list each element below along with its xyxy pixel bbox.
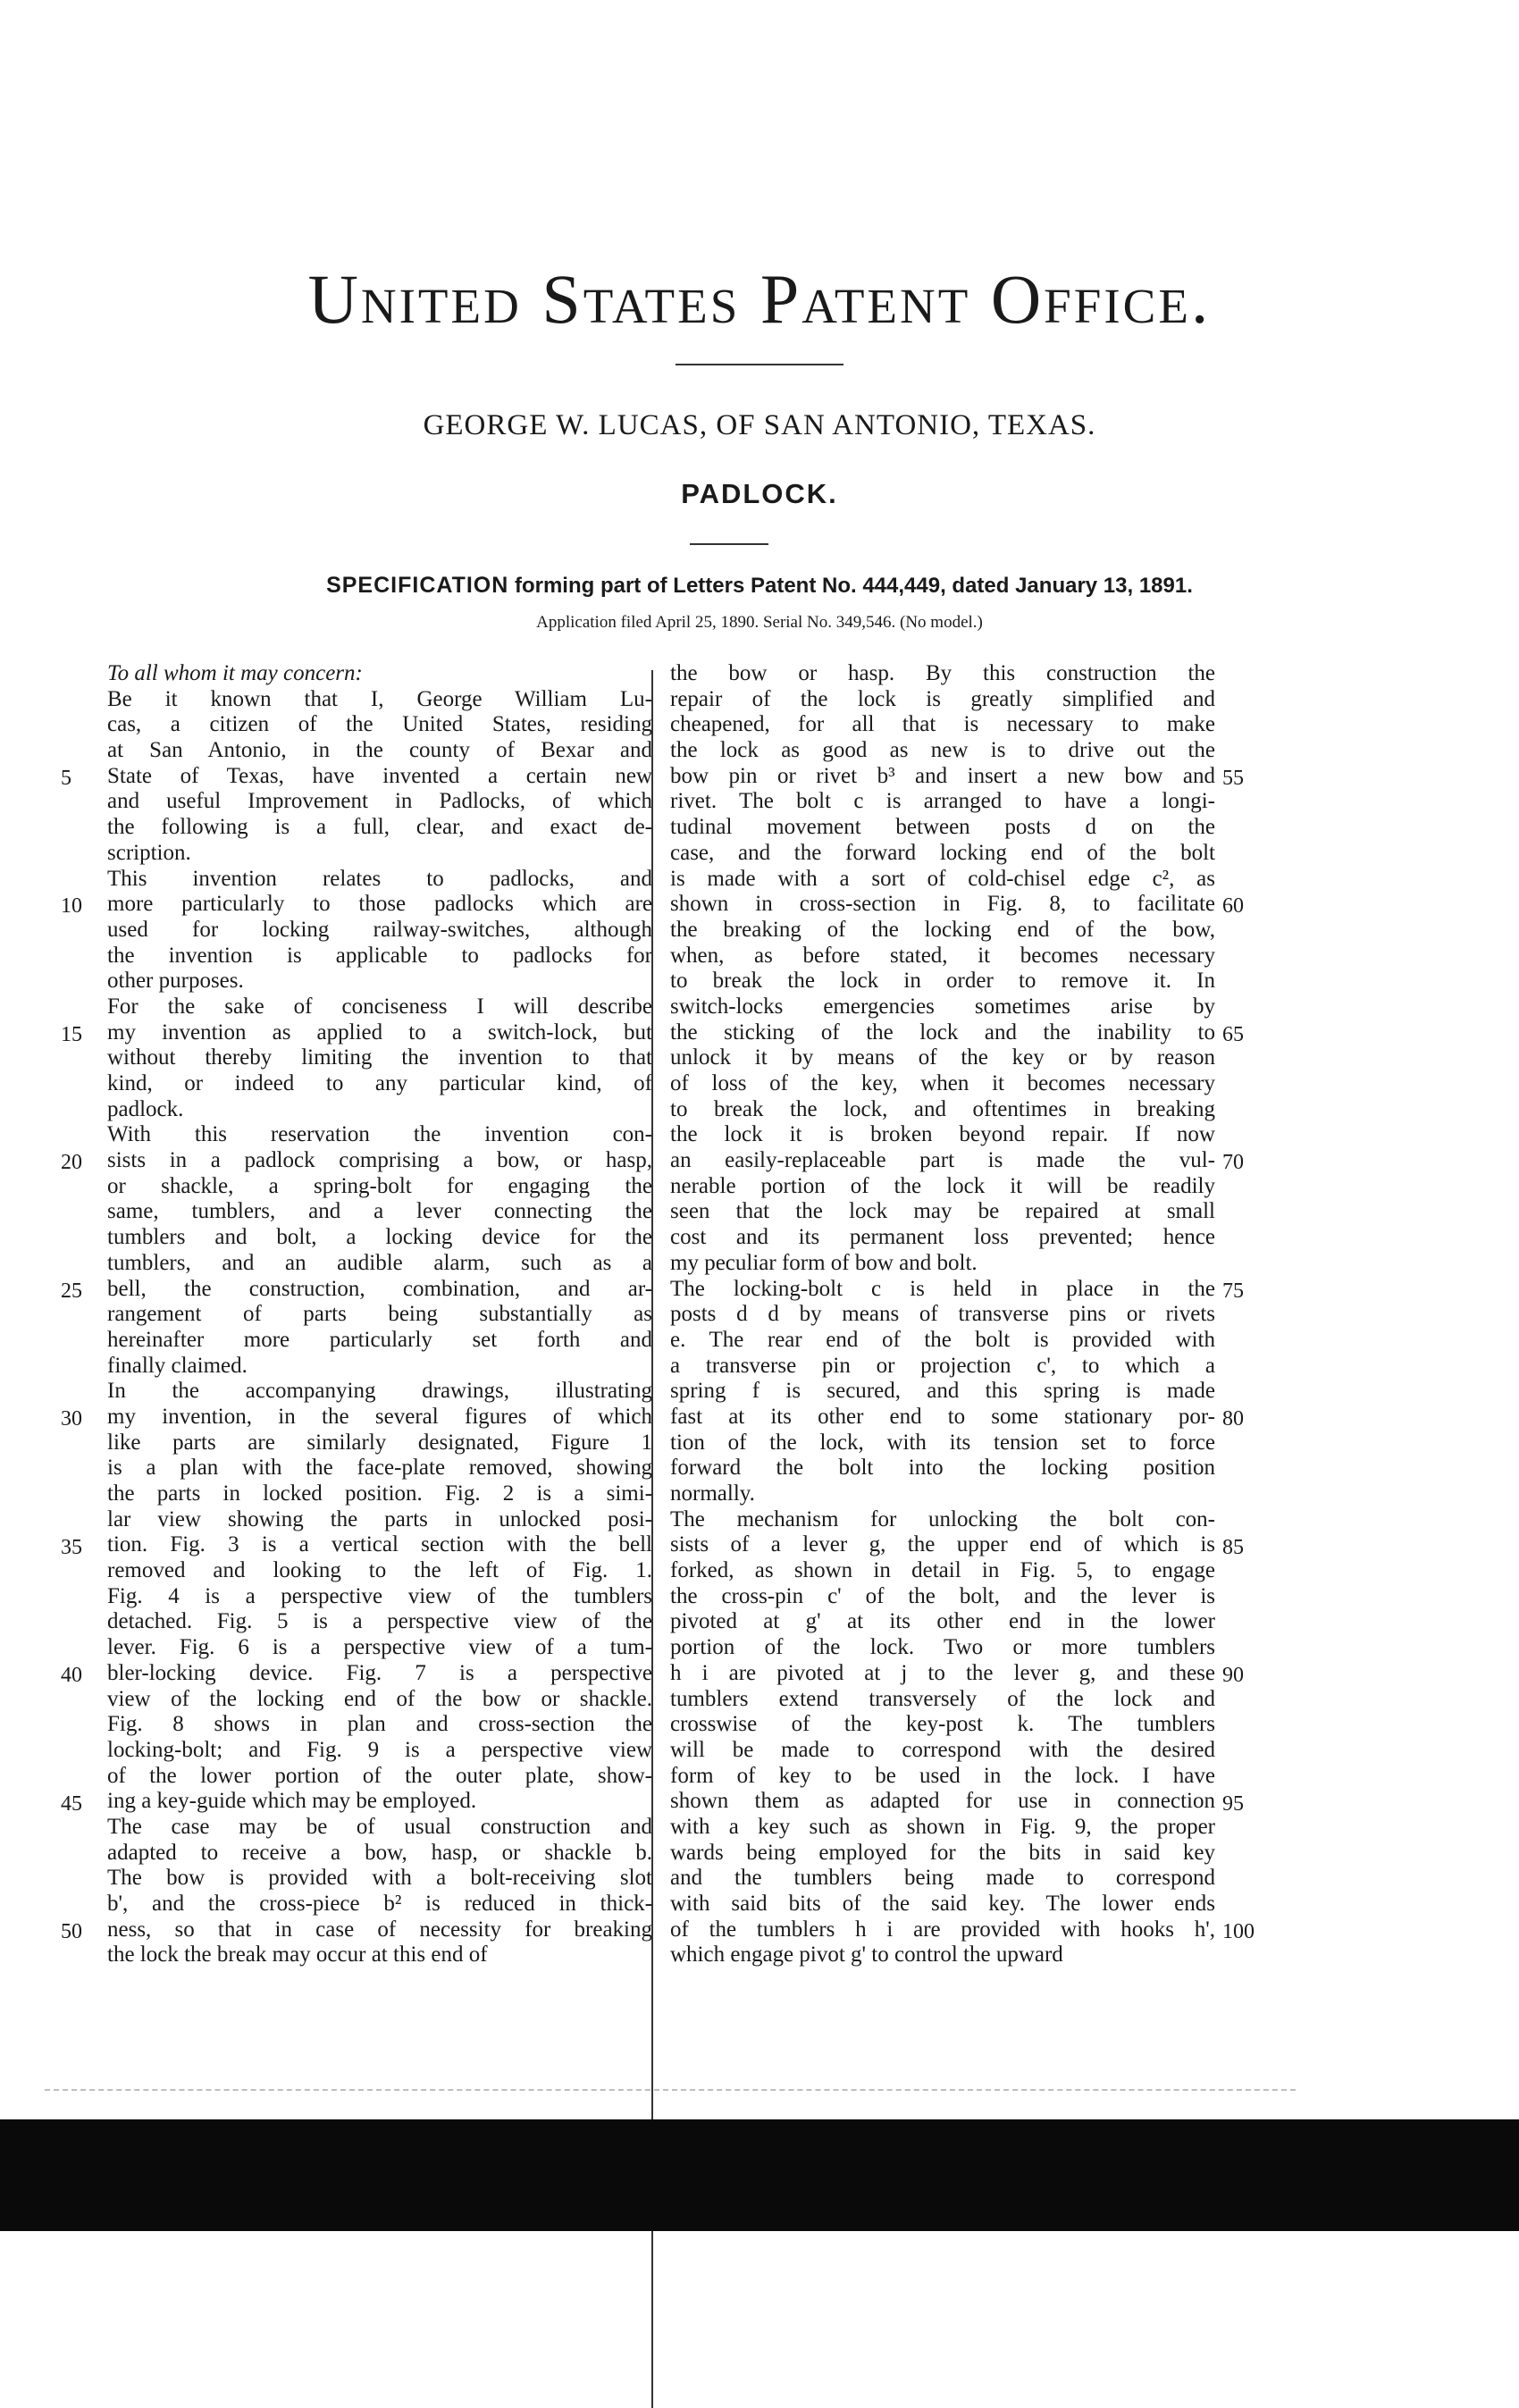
text-line: Fig. 8 shows in plan and cross-section the <box>107 1712 652 1737</box>
text-line: This invention relates to padlocks, and <box>107 866 652 891</box>
bottom-faint-rule <box>45 2089 1296 2091</box>
text-line: other purposes. <box>107 969 244 994</box>
text-line: the breaking of the locking end of the bow, <box>670 917 1215 942</box>
line-number: 25 <box>61 1279 82 1303</box>
line-number: 90 <box>1222 1664 1244 1688</box>
text-line: view of the locking end of the bow or shackle. <box>107 1686 652 1711</box>
line-number: 35 <box>61 1535 82 1559</box>
text-line: my peculiar form of bow and bolt. <box>670 1250 978 1275</box>
text-line: finally claimed. <box>107 1353 248 1378</box>
text-line: my invention as applied to a switch-lock, but <box>107 1019 652 1045</box>
text-line: without thereby limiting the invention to that <box>107 1045 652 1070</box>
text-line: tumblers extend transversely of the lock and <box>670 1686 1215 1711</box>
text-line: when, as before stated, it becomes necessary <box>670 943 1215 968</box>
text-line: to break the lock, and oftentimes in breaking <box>670 1096 1215 1121</box>
line-number: 60 <box>1222 894 1244 919</box>
text-line: ing a key-guide which may be employed. <box>107 1789 477 1814</box>
text-line: wards being employed for the bits in said key <box>670 1840 1215 1865</box>
text-line: tion of the lock, with its tension set to force <box>670 1430 1215 1455</box>
subject-title: PADLOCK. <box>681 478 838 509</box>
line-number: 95 <box>1222 1791 1244 1816</box>
text-line: the cross-pin c' of the bolt, and the lever is <box>670 1583 1215 1608</box>
text-line: bell, the construction, combination, and ar- <box>107 1276 652 1301</box>
text-line: e. The rear end of the bolt is provided with <box>670 1327 1215 1352</box>
text-line: lever. Fig. 6 is a perspective view of a tum- <box>107 1635 652 1660</box>
text-line: and useful Improvement in Padlocks, of which <box>107 789 652 814</box>
text-line: adapted to receive a bow, hasp, or shackle b. <box>107 1840 652 1865</box>
line-number: 45 <box>61 1791 82 1816</box>
line-number: 70 <box>1222 1151 1244 1175</box>
text-line: crosswise of the key-post k. The tumblers <box>670 1712 1215 1737</box>
text-line: cost and its permanent loss prevented; hence <box>670 1225 1215 1250</box>
text-line: the following is a full, clear, and exact de- <box>107 815 652 840</box>
text-line: an easily-replaceable part is made the vul- <box>670 1148 1215 1173</box>
text-line: of the lower portion of the outer plate, show- <box>107 1763 652 1788</box>
text-line: the bow or hasp. By this construction the <box>670 661 1215 685</box>
line-number: 15 <box>61 1022 82 1046</box>
text-line: tion. Fig. 3 is a vertical section with the bell <box>107 1532 652 1557</box>
text-line: shown them as adapted for use in connection <box>670 1789 1215 1814</box>
line-number: 80 <box>1222 1407 1244 1431</box>
text-line: switch-locks emergencies sometimes arise by <box>670 994 1215 1019</box>
title-rule <box>676 364 843 365</box>
text-line: rivet. The bolt c is arranged to have a longi- <box>670 789 1215 814</box>
text-line: or shackle, a spring-bolt for engaging the <box>107 1173 652 1198</box>
text-line: State of Texas, have invented a certain new <box>107 763 652 788</box>
text-line: with said bits of the said key. The lower ends <box>670 1892 1215 1916</box>
line-number: 85 <box>1222 1535 1244 1559</box>
text-line: kind, or indeed to any particular kind, of <box>107 1071 652 1095</box>
text-line: the lock as good as new is to drive out the <box>670 738 1215 763</box>
specification-label: SPECIFICATION <box>326 573 509 598</box>
text-line: and the tumblers being made to correspond <box>670 1866 1215 1891</box>
text-line: the lock the break may occur at this end of <box>107 1942 488 1968</box>
text-line: nerable portion of the lock it will be readily <box>670 1173 1215 1198</box>
text-line: b', and the cross-piece b² is reduced in thick- <box>107 1892 652 1916</box>
line-number: 30 <box>61 1407 82 1431</box>
text-line: bow pin or rivet b³ and insert a new bow and <box>670 763 1215 788</box>
text-line: case, and the forward locking end of the bolt <box>670 840 1215 865</box>
specification-line <box>0 573 1519 599</box>
text-line: For the sake of conciseness I will describe <box>107 994 652 1019</box>
text-line: shown in cross-section in Fig. 8, to facilitate <box>670 892 1215 917</box>
application-line: Application filed April 25, 1890. Serial No. 349,546. (No model.) <box>536 613 983 632</box>
text-line: The locking-bolt c is held in place in the <box>670 1276 1215 1301</box>
text-line: tumblers, and an audible alarm, such as a <box>107 1250 652 1275</box>
scan-footer-band <box>0 2119 1519 2231</box>
text-line: spring f is secured, and this spring is made <box>670 1379 1215 1404</box>
line-number: 40 <box>61 1664 82 1688</box>
text-line: the lock it is broken beyond repair. If now <box>670 1122 1215 1147</box>
text-line: with a key such as shown in Fig. 9, the proper <box>670 1814 1215 1839</box>
text-line: tudinal movement between posts d on the <box>670 815 1215 840</box>
text-line: In the accompanying drawings, illustrating <box>107 1379 652 1404</box>
text-line: scription. <box>107 840 191 865</box>
text-line: the parts in locked position. Fig. 2 is a simi- <box>107 1481 652 1506</box>
text-line: hereinafter more particularly set forth and <box>107 1327 652 1352</box>
text-line: posts d d by means of transverse pins or rivets <box>670 1302 1215 1327</box>
left-text-column <box>107 661 652 1968</box>
text-line: which engage pivot g' to control the upward <box>670 1942 1063 1968</box>
right-text-column <box>670 661 1215 1968</box>
line-number: 55 <box>1222 766 1244 790</box>
text-line: will be made to correspond with the desired <box>670 1737 1215 1762</box>
line-number: 100 <box>1222 1920 1255 1944</box>
text-line: seen that the lock may be repaired at small <box>670 1199 1215 1224</box>
text-line: same, tumblers, and a lever connecting the <box>107 1199 652 1224</box>
text-line: Be it known that I, George William Lu- <box>107 686 652 711</box>
text-line: locking-bolt; and Fig. 9 is a perspective view <box>107 1737 652 1762</box>
text-line: a transverse pin or projection c', to which a <box>670 1353 1215 1378</box>
text-line: The case may be of usual construction and <box>107 1814 652 1839</box>
text-line: h i are pivoted at j to the lever g, and these <box>670 1660 1215 1685</box>
text-line: The mechanism for unlocking the bolt con- <box>670 1506 1215 1531</box>
text-line: more particularly to those padlocks which are <box>107 892 652 917</box>
text-line: is a plan with the face-plate removed, showing <box>107 1456 652 1481</box>
office-title: United States Patent Office. <box>307 260 1212 338</box>
text-line: used for locking railway-switches, although <box>107 917 652 942</box>
text-line: repair of the lock is greatly simplified and <box>670 686 1215 711</box>
text-line: of the tumblers h i are provided with hooks h', <box>670 1917 1215 1942</box>
inventor-line: GEORGE W. LUCAS, OF SAN ANTONIO, TEXAS. <box>423 409 1096 441</box>
text-line: Fig. 4 is a perspective view of the tumblers <box>107 1583 652 1608</box>
text-line: To all whom it may concern: <box>107 661 363 685</box>
line-number: 20 <box>61 1151 82 1175</box>
text-line: pivoted at g' at its other end in the lower <box>670 1609 1215 1634</box>
text-line: detached. Fig. 5 is a perspective view of the <box>107 1609 652 1634</box>
line-number: 50 <box>61 1920 82 1944</box>
text-line: forward the bolt into the locking position <box>670 1456 1215 1481</box>
text-line: unlock it by means of the key or by reason <box>670 1045 1215 1070</box>
text-line: lar view showing the parts in unlocked posi- <box>107 1506 652 1531</box>
text-line: padlock. <box>107 1096 184 1121</box>
text-line: With this reservation the invention con- <box>107 1122 652 1147</box>
subject-rule <box>690 543 768 545</box>
text-line: to break the lock in order to remove it. In <box>670 969 1215 994</box>
text-line: the sticking of the lock and the inability to <box>670 1019 1215 1045</box>
line-number: 75 <box>1222 1279 1244 1303</box>
text-line: the invention is applicable to padlocks for <box>107 943 652 968</box>
text-line: rangement of parts being substantially as <box>107 1302 652 1327</box>
text-line: sists in a padlock comprising a bow, or hasp, <box>107 1148 652 1173</box>
text-line: is made with a sort of cold-chisel edge c², as <box>670 866 1215 891</box>
text-line: my invention, in the several figures of which <box>107 1404 652 1429</box>
specification-details: forming part of Letters Patent No. 444,449, dated January 13, 1891. <box>508 574 1193 598</box>
text-line: ness, so that in case of necessity for breaking <box>107 1917 652 1942</box>
text-line: like parts are similarly designated, Figure 1 <box>107 1430 652 1455</box>
text-line: removed and looking to the left of Fig. 1. <box>107 1558 652 1583</box>
text-line: tumblers and bolt, a locking device for the <box>107 1225 652 1250</box>
text-line: bler-locking device. Fig. 7 is a perspective <box>107 1660 652 1685</box>
text-line: at San Antonio, in the county of Bexar and <box>107 738 652 763</box>
text-line: form of key to be used in the lock. I have <box>670 1763 1215 1788</box>
text-line: normally. <box>670 1481 755 1506</box>
text-line: forked, as shown in detail in Fig. 5, to engage <box>670 1558 1215 1583</box>
text-line: sists of a lever g, the upper end of which is <box>670 1532 1215 1557</box>
text-line: portion of the lock. Two or more tumblers <box>670 1635 1215 1660</box>
line-number: 5 <box>61 766 71 790</box>
line-number: 65 <box>1222 1022 1244 1046</box>
text-line: cheapened, for all that is necessary to make <box>670 712 1215 737</box>
text-line: fast at its other end to some stationary por- <box>670 1404 1215 1429</box>
text-line: The bow is provided with a bolt-receiving slot <box>107 1866 652 1891</box>
text-line: cas, a citizen of the United States, residing <box>107 712 652 737</box>
text-line: of loss of the key, when it becomes necessary <box>670 1071 1215 1095</box>
line-number: 10 <box>61 894 82 919</box>
